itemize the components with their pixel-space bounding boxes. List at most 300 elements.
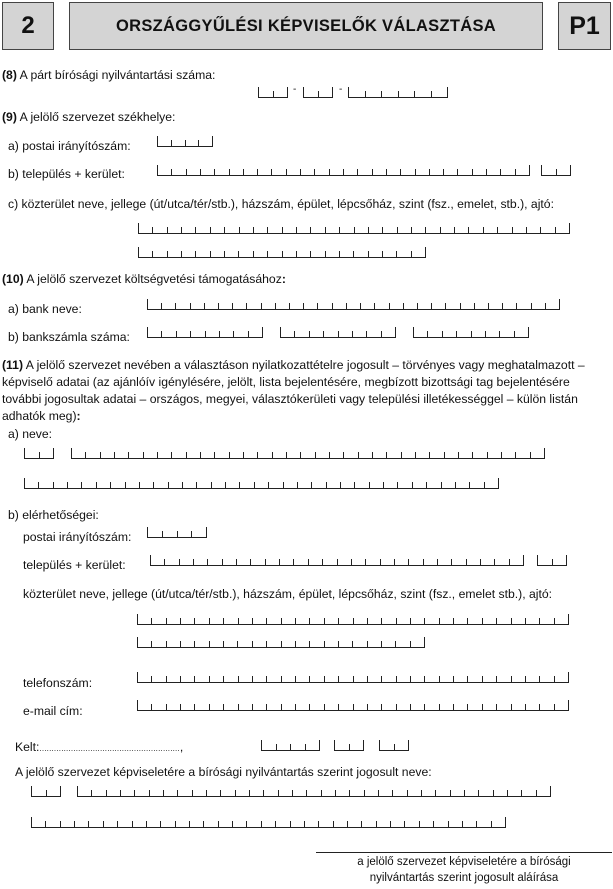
hq-street-field-2[interactable]	[138, 247, 426, 258]
comb-tick	[426, 482, 427, 488]
registry-separator-1: -	[293, 84, 297, 95]
section-11-line-4	[2, 409, 81, 423]
comb-tick	[207, 559, 208, 565]
comb-tick	[497, 227, 498, 233]
comb-tick	[246, 821, 247, 827]
section-11-number: (11)	[2, 358, 24, 372]
rep-street-field-1[interactable]	[137, 614, 569, 625]
comb-tick	[120, 790, 121, 796]
comb-tick	[339, 251, 340, 257]
comb-tick	[279, 559, 280, 565]
comb-tick	[367, 704, 368, 710]
comb-tick	[81, 482, 82, 488]
comb-tick	[514, 331, 515, 337]
comb-tick	[491, 821, 492, 827]
comb-tick	[410, 704, 411, 710]
comb-tick	[209, 641, 210, 647]
comb-tick	[214, 169, 215, 175]
comb-tick	[297, 482, 298, 488]
comb-tick	[453, 704, 454, 710]
comb-tick	[147, 327, 148, 337]
comb-tick	[445, 303, 446, 309]
comb-tick	[91, 790, 92, 796]
comb-tick	[160, 821, 161, 827]
comb-tick	[372, 169, 373, 175]
comb-tick	[177, 790, 178, 796]
comb-tick	[210, 227, 211, 233]
comb-tick	[395, 327, 396, 337]
comb-tick	[425, 227, 426, 233]
comb-tick	[149, 790, 150, 796]
hq-street-label: c) közterület neve, jellege (út/utca/tér/stb.), házszám, épület, lépcsőház, szint (fsz., emelet, stb.), ajtó:	[8, 197, 554, 211]
comb-tick	[381, 676, 382, 682]
comb-tick	[474, 303, 475, 309]
comb-tick	[46, 790, 47, 796]
comb-tick	[146, 821, 147, 827]
comb-tick	[472, 452, 473, 458]
comb-tick	[323, 331, 324, 337]
comb-tick	[267, 251, 268, 257]
section-10-label: A jelölő szervezet költségvetési támogatásához	[26, 272, 282, 286]
comb-tick	[139, 482, 140, 488]
comb-tick	[353, 704, 354, 710]
comb-tick	[539, 704, 540, 710]
comb-tick	[523, 555, 524, 565]
comb-tick	[243, 169, 244, 175]
comb-tick	[367, 641, 368, 647]
comb-tick	[280, 327, 281, 337]
comb-tick	[262, 327, 263, 337]
party-registry-field-3[interactable]	[348, 87, 448, 98]
comb-tick	[103, 821, 104, 827]
comb-tick	[137, 672, 138, 682]
comb-tick	[415, 169, 416, 175]
comb-tick	[138, 247, 139, 257]
comb-tick	[77, 786, 78, 796]
section-11-line-3: további jogosultak adatai – országos, megyei, választókerületi vagy települési illetékességgel – külön listán	[2, 392, 578, 406]
comb-tick	[439, 704, 440, 710]
comb-tick	[360, 303, 361, 309]
comb-tick	[157, 452, 158, 458]
comb-tick	[223, 704, 224, 710]
date-year-field[interactable]	[261, 740, 320, 751]
comb-tick	[318, 91, 319, 97]
form-code: P1	[558, 2, 611, 50]
comb-tick	[194, 704, 195, 710]
comb-tick	[39, 452, 40, 458]
comb-tick	[411, 227, 412, 233]
comb-tick	[346, 303, 347, 309]
comb-tick	[281, 618, 282, 624]
comb-tick	[282, 251, 283, 257]
comb-tick	[554, 618, 555, 624]
comb-tick	[454, 227, 455, 233]
comb-tick	[335, 790, 336, 796]
comb-tick	[471, 331, 472, 337]
comb-tick	[45, 821, 46, 827]
comb-tick	[177, 531, 178, 537]
comb-tick	[195, 251, 196, 257]
date-day-field[interactable]	[379, 740, 409, 751]
comb-tick	[309, 618, 310, 624]
comb-tick	[209, 676, 210, 682]
comb-tick	[537, 555, 538, 565]
comb-tick	[398, 91, 399, 97]
comb-tick	[185, 140, 186, 146]
comb-tick	[568, 672, 569, 682]
comb-tick	[368, 227, 369, 233]
rep-district-field[interactable]	[537, 555, 567, 566]
rep-phone-field[interactable]	[137, 672, 569, 683]
comb-tick	[309, 331, 310, 337]
comb-tick	[539, 618, 540, 624]
comb-tick	[324, 704, 325, 710]
comb-tick	[252, 618, 253, 624]
comb-tick	[569, 223, 570, 233]
comb-tick	[338, 704, 339, 710]
comb-tick	[496, 618, 497, 624]
comb-tick	[168, 482, 169, 488]
comb-tick	[166, 641, 167, 647]
rep-email-field[interactable]	[137, 700, 569, 711]
comb-tick	[496, 676, 497, 682]
comb-tick	[368, 251, 369, 257]
comb-tick	[349, 790, 350, 796]
comb-tick	[390, 821, 391, 827]
form-page-number: 2	[2, 2, 54, 50]
comb-tick	[273, 91, 274, 97]
comb-tick	[224, 251, 225, 257]
comb-tick	[494, 559, 495, 565]
comb-tick	[381, 641, 382, 647]
comb-tick	[467, 676, 468, 682]
legal-rep-name-label: A jelölő szervezet képviseletére a bírósági nyilvántartás szerint jogosult neve:	[15, 765, 432, 779]
comb-tick	[164, 559, 165, 565]
comb-tick	[339, 227, 340, 233]
section-8-label: A párt bírósági nyilvántartási száma:	[19, 68, 216, 82]
comb-tick	[536, 790, 537, 796]
comb-tick	[152, 251, 153, 257]
hq-postal-code-label: a) postai irányítószám:	[8, 139, 131, 153]
comb-tick	[407, 790, 408, 796]
comb-tick	[372, 452, 373, 458]
comb-tick	[396, 618, 397, 624]
comb-tick	[267, 227, 268, 233]
section-11-colon: :	[76, 409, 81, 423]
comb-tick	[53, 482, 54, 488]
comb-tick	[138, 223, 139, 233]
comb-tick	[166, 704, 167, 710]
comb-tick	[424, 637, 425, 647]
comb-tick	[389, 303, 390, 309]
comb-tick	[171, 169, 172, 175]
rep-city-label: település + kerület:	[23, 558, 126, 572]
comb-tick	[419, 821, 420, 827]
comb-tick	[525, 618, 526, 624]
place-fill-line[interactable]: ..........................................................	[39, 744, 180, 753]
comb-tick	[252, 641, 253, 647]
comb-tick	[442, 331, 443, 337]
date-month-field[interactable]	[334, 740, 364, 751]
comb-tick	[404, 821, 405, 827]
comb-tick	[460, 303, 461, 309]
comb-tick	[281, 676, 282, 682]
comb-tick	[180, 704, 181, 710]
comb-tick	[214, 452, 215, 458]
comb-tick	[205, 331, 206, 337]
comb-tick	[403, 303, 404, 309]
comb-tick	[71, 448, 72, 458]
hq-city-label: b) település + kerület:	[8, 167, 125, 181]
comb-tick	[396, 676, 397, 682]
comb-tick	[528, 327, 529, 337]
rep-name-field-2[interactable]	[24, 478, 499, 489]
comb-tick	[283, 482, 284, 488]
comb-tick	[147, 299, 148, 309]
comb-tick	[421, 790, 422, 796]
bank-name-field[interactable]	[147, 299, 560, 310]
comb-tick	[203, 821, 204, 827]
comb-tick	[396, 251, 397, 257]
hq-street-field-1[interactable]	[138, 223, 570, 234]
comb-tick	[326, 482, 327, 488]
comb-tick	[268, 482, 269, 488]
comb-tick	[179, 559, 180, 565]
comb-tick	[408, 559, 409, 565]
hq-postal-code-field[interactable]	[157, 136, 213, 147]
hq-district-field[interactable]	[541, 165, 571, 176]
comb-tick	[507, 790, 508, 796]
comb-tick	[152, 227, 153, 233]
comb-tick	[395, 641, 396, 647]
date-comma: ,	[179, 740, 184, 754]
comb-tick	[374, 303, 375, 309]
comb-tick	[224, 227, 225, 233]
comb-tick	[324, 641, 325, 647]
comb-tick	[295, 676, 296, 682]
comb-tick	[110, 482, 111, 488]
comb-tick	[526, 227, 527, 233]
comb-tick	[369, 482, 370, 488]
comb-tick	[186, 169, 187, 175]
comb-tick	[324, 618, 325, 624]
comb-tick	[53, 448, 54, 458]
signature-line[interactable]	[316, 852, 612, 853]
comb-tick	[128, 452, 129, 458]
comb-tick	[365, 91, 366, 97]
comb-tick	[333, 821, 334, 827]
comb-tick	[343, 452, 344, 458]
comb-tick	[175, 303, 176, 309]
section-10-colon: :	[281, 272, 286, 286]
comb-tick	[410, 676, 411, 682]
bank-account-field-1[interactable]	[147, 327, 263, 338]
rep-name-title-field[interactable]	[24, 448, 54, 459]
comb-tick	[353, 676, 354, 682]
comb-tick	[394, 559, 395, 565]
comb-tick	[252, 704, 253, 710]
comb-tick	[351, 559, 352, 565]
comb-tick	[500, 169, 501, 175]
bank-account-field-3[interactable]	[413, 327, 529, 338]
section-9-number: (9)	[2, 110, 17, 124]
date-place-row	[15, 740, 183, 754]
comb-tick	[166, 676, 167, 682]
comb-tick	[444, 452, 445, 458]
comb-tick	[180, 641, 181, 647]
comb-tick	[451, 559, 452, 565]
comb-tick	[246, 303, 247, 309]
comb-tick	[258, 87, 259, 97]
comb-tick	[367, 676, 368, 682]
comb-tick	[521, 790, 522, 796]
comb-tick	[275, 821, 276, 827]
comb-tick	[132, 821, 133, 827]
comb-tick	[383, 482, 384, 488]
comb-tick	[322, 559, 323, 565]
section-9-heading	[2, 110, 175, 124]
comb-tick	[457, 169, 458, 175]
comb-tick	[427, 331, 428, 337]
comb-tick	[338, 641, 339, 647]
comb-tick	[151, 704, 152, 710]
comb-tick	[31, 817, 32, 827]
comb-tick	[511, 704, 512, 710]
comb-tick	[150, 555, 151, 565]
legal-rep-title-field[interactable]	[31, 786, 61, 797]
comb-tick	[304, 821, 305, 827]
comb-tick	[466, 559, 467, 565]
comb-tick	[189, 821, 190, 827]
comb-tick	[472, 169, 473, 175]
comb-tick	[515, 169, 516, 175]
comb-tick	[204, 303, 205, 309]
comb-tick	[361, 821, 362, 827]
comb-tick	[266, 676, 267, 682]
comb-tick	[225, 482, 226, 488]
comb-tick	[348, 87, 349, 97]
comb-tick	[194, 641, 195, 647]
comb-tick	[453, 618, 454, 624]
comb-tick	[167, 227, 168, 233]
comb-tick	[257, 452, 258, 458]
comb-tick	[180, 618, 181, 624]
comb-tick	[306, 790, 307, 796]
comb-tick	[166, 618, 167, 624]
comb-tick	[467, 704, 468, 710]
comb-tick	[433, 821, 434, 827]
comb-tick	[464, 790, 465, 796]
rep-name-field-1[interactable]	[71, 448, 545, 459]
rep-street-label: közterület neve, jellege (út/utca/tér/stb.), házszám, épület, lépcsőház, szint (fsz., emelet stb.), ajtó:	[23, 587, 553, 601]
legal-rep-name-field-1[interactable]	[77, 786, 551, 797]
comb-tick	[281, 641, 282, 647]
comb-tick	[250, 559, 251, 565]
comb-tick	[545, 303, 546, 309]
date-label: Kelt:	[15, 740, 40, 754]
rep-postal-code-field[interactable]	[147, 527, 207, 538]
comb-tick	[381, 91, 382, 97]
comb-tick	[415, 452, 416, 458]
bank-account-field-2[interactable]	[280, 327, 396, 338]
comb-tick	[31, 786, 32, 796]
party-registry-field-2[interactable]	[303, 87, 333, 98]
comb-tick	[555, 227, 556, 233]
comb-tick	[378, 790, 379, 796]
comb-tick	[114, 452, 115, 458]
comb-tick	[238, 618, 239, 624]
comb-tick	[309, 704, 310, 710]
section-8-heading	[2, 68, 215, 82]
comb-tick	[60, 786, 61, 796]
comb-tick	[324, 676, 325, 682]
comb-tick	[266, 618, 267, 624]
comb-tick	[74, 821, 75, 827]
comb-tick	[157, 136, 158, 146]
rep-city-field[interactable]	[150, 555, 524, 566]
comb-tick	[381, 331, 382, 337]
comb-tick	[151, 618, 152, 624]
comb-tick	[252, 676, 253, 682]
comb-tick	[381, 704, 382, 710]
comb-tick	[286, 452, 287, 458]
comb-tick	[413, 327, 414, 337]
rep-phone-label: telefonszám:	[23, 676, 93, 690]
rep-name-label: a) neve:	[8, 427, 53, 441]
comb-tick	[206, 527, 207, 537]
comb-tick	[151, 641, 152, 647]
comb-tick	[566, 555, 567, 565]
comb-tick	[509, 559, 510, 565]
comb-tick	[261, 303, 262, 309]
comb-tick	[276, 744, 277, 750]
comb-tick	[337, 559, 338, 565]
signature-caption-1: a jelölő szervezet képviseletére a bírósági	[357, 856, 571, 868]
comb-tick	[435, 790, 436, 796]
comb-tick	[396, 704, 397, 710]
comb-tick	[67, 482, 68, 488]
rep-contact-label: b) elérhetőségei:	[8, 508, 99, 522]
comb-tick	[182, 482, 183, 488]
comb-tick	[488, 303, 489, 309]
comb-tick	[501, 452, 502, 458]
comb-tick	[493, 790, 494, 796]
comb-tick	[309, 676, 310, 682]
party-registry-field-1[interactable]	[258, 87, 288, 98]
comb-tick	[186, 452, 187, 458]
comb-tick	[478, 790, 479, 796]
comb-tick	[448, 821, 449, 827]
comb-tick	[220, 790, 221, 796]
comb-tick	[412, 482, 413, 488]
comb-tick	[137, 637, 138, 647]
comb-tick	[308, 559, 309, 565]
comb-tick	[439, 618, 440, 624]
comb-tick	[498, 478, 499, 488]
comb-tick	[305, 744, 306, 750]
comb-tick	[352, 641, 353, 647]
comb-tick	[456, 331, 457, 337]
comb-tick	[212, 136, 213, 146]
comb-tick	[453, 676, 454, 682]
rep-street-field-2[interactable]	[137, 637, 425, 648]
comb-tick	[294, 331, 295, 337]
hq-city-field[interactable]	[157, 165, 530, 176]
comb-tick	[443, 169, 444, 175]
comb-tick	[379, 740, 380, 750]
legal-rep-name-field-2[interactable]	[31, 817, 506, 828]
comb-tick	[194, 676, 195, 682]
